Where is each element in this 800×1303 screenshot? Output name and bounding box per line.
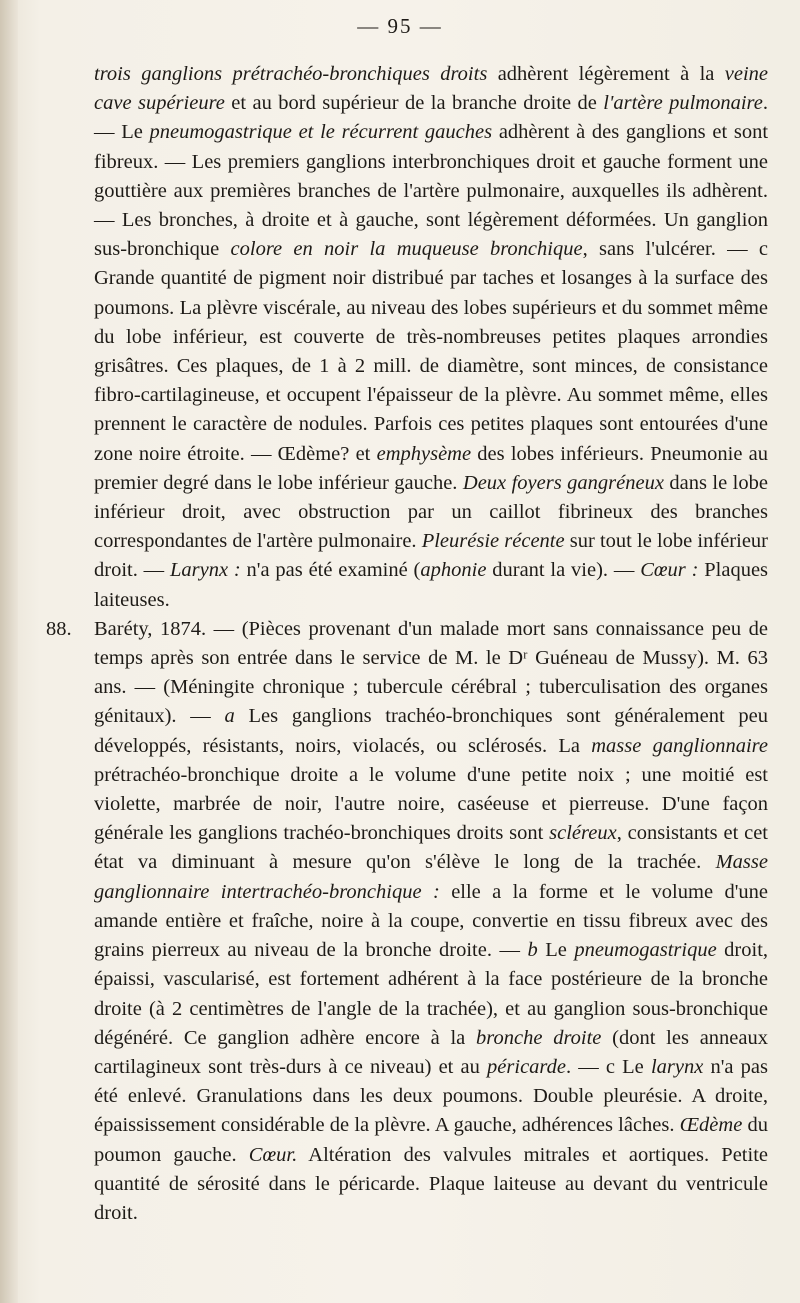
italic-run: Cœur : (640, 559, 699, 582)
italic-run: a (224, 705, 235, 728)
italic-run: trois ganglions prétrachéo-bronchiques droits (94, 63, 488, 85)
text-run: dans le lobe inférieur droit, avec obstruction par un caillot fibrineux des branches correspondantes de l'artère pulmonaire. (94, 471, 768, 553)
text-run: adhèrent à des ganglions et sont fibreux. — Les premiers ganglions interbronchiques droit et gauche forment une gouttière aux premières branches de l'artère pulmonaire, auxquelles ils adhèrent. — Les bronches, à droite et à gauche, sont légèrement déformées. Un ganglion sus-bronchique (94, 121, 769, 261)
text-run: sur tout le lobe inférieur droit. — (94, 530, 769, 582)
text-run: des lobes inférieurs. Pneumonie au premier degré dans le lobe inférieur gauche. (94, 442, 768, 494)
text-run: . — Le (94, 92, 768, 144)
page-gutter-shadow (0, 0, 18, 1303)
text-run: prétrachéo-bronchique droite a le volume d'une petite noix ; une moitié est violette, marbrée de noir, l'autre noire, caséeuse et pierreuse. D'une façon générale les ganglions trachéo-bronchiques droits sont (94, 763, 768, 845)
text-run: du poumon gauche. (94, 1114, 768, 1166)
italic-run: Pleurésie récente (421, 530, 565, 553)
text-run: Altération des valvules mitrales et aortiques. Petite quantité de sérosité dans le péricarde. Plaque laiteuse au devant du ventricule droit. (94, 1143, 768, 1224)
case-entry-text (94, 618, 768, 1224)
text-run: et au bord supérieur de la branche droite de (224, 92, 604, 115)
text-run: (dont les anneaux cartilagineux sont très-durs à ce niveau) et au (94, 1026, 769, 1078)
paragraph-continuation (94, 60, 768, 615)
italic-run: veine cave supérieure (94, 63, 768, 115)
italic-run: larynx (650, 1055, 704, 1078)
text-run: n'a pas été enlevé. Granulations dans les deux poumons. Double pleurésie. A droite, épaississement considérable de la plèvre. A gauche, adhérences lâches. (94, 1055, 768, 1137)
italic-run: emphysème (376, 442, 472, 465)
italic-run: Deux foyers gangréneux (462, 471, 664, 494)
text-run: durant la vie). — (486, 559, 641, 582)
italic-run: bronche droite (476, 1026, 602, 1049)
italic-run: Larynx : (170, 559, 241, 582)
italic-run: l'artère pulmonaire (603, 92, 763, 115)
italic-run: scléreux (549, 822, 617, 845)
italic-run: Masse ganglionnaire intertrachéo-bronchique : (94, 851, 768, 903)
italic-run: Œdème (679, 1114, 743, 1137)
body-text (46, 60, 769, 1228)
text-run: Plaques laiteuses. (94, 559, 769, 611)
italic-run: pneumogastrique (574, 939, 717, 962)
case-entry-88 (46, 615, 769, 1228)
italic-run: pneumogastrique et le récurrent gauches (149, 121, 493, 144)
italic-run: péricarde (487, 1055, 566, 1078)
italic-run: masse ganglionnaire (591, 734, 769, 757)
text-run: elle a la forme et le volume d'une amande entière et fraîche, noire à la coupe, convertie en tissu fibreux avec des grains pierreux au niveau de la bronche droite. — (94, 880, 768, 962)
text-run: n'a pas été examiné ( (240, 559, 421, 582)
text-run: Baréty, 1874. — (Pièces provenant d'un malade mort sans connaissance peu de temps après son entrée dans le service de M. le Dʳ Guéneau de Mussy). M. 63 ans. — (Méningite chronique ; tubercule cérébral ; tuberculisation des organes génitaux). — (94, 617, 768, 728)
page-number-header: — 95 — (357, 14, 443, 38)
text-run: Le (537, 939, 575, 962)
text-run: adhèrent légèrement à la (487, 63, 725, 85)
text-run: . — c Le (565, 1055, 651, 1078)
entry-number: 88. (46, 617, 72, 640)
italic-run: colore en noir la muqueuse bronchique (230, 238, 583, 261)
text-run: Les ganglions trachéo-bronchiques sont généralement peu développés, résistants, noirs, violacés, ou sclérosés. La (94, 705, 768, 757)
italic-run: aphonie (420, 559, 487, 582)
italic-run: b (527, 939, 538, 962)
text-run: , consistants et cet état va diminuant à mesure qu'on s'élève le long de la trachée. (94, 822, 768, 874)
text-run: droit, épaissi, vascularisé, est fortement adhérent à la face postérieure de la bronche droite (à 2 centimètres de l'angle de la trachée), et au ganglion sous-bronchique dégénéré. Ce ganglion adhère encore à la (94, 939, 769, 1049)
text-run: , sans l'ulcérer. — c Grande quantité de pigment noir distribué par taches et losanges à la surface des poumons. La plèvre viscérale, au niveau des lobes supérieurs et du sommet même du lobe inférieur, est couverte de très-nombreuses petites plaques arrondies grisâtres. Ces plaques, de 1 à 2 mill. de diamètre, sont minces, de consistance fibro-cartilagineuse, et occupent l'épaisseur de la plèvre. Au sommet même, elles prennent le caractère de nodules. Parfois ces petites plaques sont entourées d'une zone noire étroite. — Œdème? et (94, 238, 768, 465)
italic-run: Cœur. (248, 1143, 298, 1166)
